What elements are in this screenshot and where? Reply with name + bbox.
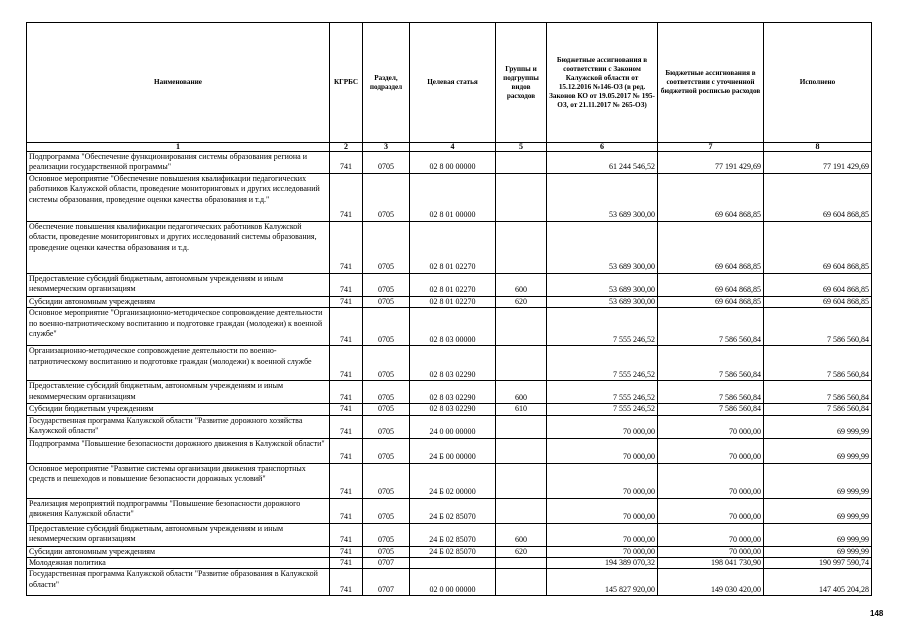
row-refined-amount: 70 000,00 — [658, 438, 764, 463]
row-executed-amount: 147 405 204,28 — [764, 569, 872, 596]
table-row — [27, 221, 872, 273]
row-name: Субсидии автономным учреждениям — [27, 546, 330, 557]
row-target-article: 24 0 00 00000 — [410, 415, 496, 438]
row-expense-group: 600 — [496, 273, 547, 296]
row-expense-group: 610 — [496, 404, 547, 415]
row-expense-group — [496, 308, 547, 346]
column-number: 3 — [363, 143, 410, 152]
row-name: Основное мероприятие "Организационно-методическое сопровождение деятельности по военно-патриотическому воспитанию и подготовке граждан (молодежи) к военной службе" — [27, 308, 330, 346]
row-refined-amount: 149 030 420,00 — [658, 569, 764, 596]
row-refined-amount: 69 604 868,85 — [658, 296, 764, 307]
row-law-amount: 7 555 246,52 — [547, 404, 658, 415]
table-row — [27, 498, 872, 523]
row-expense-group — [496, 569, 547, 596]
column-number: 1 — [27, 143, 330, 152]
row-name: Государственная программа Калужской области "Развитие образования в Калужской области" — [27, 569, 330, 596]
row-name: Субсидии автономным учреждениям — [27, 296, 330, 307]
budget-table — [26, 22, 872, 596]
row-executed-amount: 7 586 560,84 — [764, 346, 872, 381]
row-target-article: 02 8 01 00000 — [410, 173, 496, 221]
row-law-amount: 70 000,00 — [547, 523, 658, 546]
row-executed-amount: 69 604 868,85 — [764, 296, 872, 307]
row-law-amount: 70 000,00 — [547, 463, 658, 498]
row-executed-amount: 69 604 868,85 — [764, 221, 872, 273]
row-expense-group — [496, 173, 547, 221]
header-executed: Исполнено — [764, 23, 872, 143]
row-name: Основное мероприятие "Обеспечение повышения квалификации педагогических работников Калужской области, проведение мониторинговых и других исследований системы образования, проведение оценки качества образования и т.д." — [27, 173, 330, 221]
row-kgrbs: 741 — [330, 173, 363, 221]
row-expense-group — [496, 346, 547, 381]
row-kgrbs: 741 — [330, 404, 363, 415]
row-section: 0705 — [363, 404, 410, 415]
row-executed-amount: 69 999,99 — [764, 463, 872, 498]
row-law-amount: 7 555 246,52 — [547, 308, 658, 346]
row-kgrbs: 741 — [330, 273, 363, 296]
table-row — [27, 296, 872, 307]
table-body — [27, 152, 872, 596]
row-expense-group — [496, 558, 547, 569]
table-row — [27, 152, 872, 174]
row-executed-amount: 77 191 429,69 — [764, 152, 872, 174]
row-section: 0705 — [363, 346, 410, 381]
row-law-amount: 70 000,00 — [547, 415, 658, 438]
row-refined-amount: 198 041 730,90 — [658, 558, 764, 569]
table-row — [27, 173, 872, 221]
row-executed-amount: 69 999,99 — [764, 523, 872, 546]
row-name: Государственная программа Калужской области "Развитие дорожного хозяйства Калужской области" — [27, 415, 330, 438]
row-executed-amount: 69 999,99 — [764, 415, 872, 438]
row-refined-amount: 70 000,00 — [658, 415, 764, 438]
row-section: 0707 — [363, 569, 410, 596]
page-number: 148 — [870, 609, 884, 618]
row-name: Предоставление субсидий бюджетным, автономным учреждениям и иным некоммерческим организациям — [27, 523, 330, 546]
row-kgrbs: 741 — [330, 498, 363, 523]
row-section: 0705 — [363, 546, 410, 557]
row-name: Предоставление субсидий бюджетным, автономным учреждениям и иным некоммерческим организациям — [27, 273, 330, 296]
row-executed-amount: 69 604 868,85 — [764, 273, 872, 296]
row-law-amount: 53 689 300,00 — [547, 173, 658, 221]
row-section: 0705 — [363, 173, 410, 221]
row-section: 0705 — [363, 463, 410, 498]
table-row — [27, 346, 872, 381]
row-law-amount: 70 000,00 — [547, 498, 658, 523]
row-target-article: 02 8 03 00000 — [410, 308, 496, 346]
row-expense-group: 600 — [496, 381, 547, 404]
row-refined-amount: 69 604 868,85 — [658, 273, 764, 296]
column-number: 6 — [547, 143, 658, 152]
row-expense-group — [496, 152, 547, 174]
row-kgrbs: 741 — [330, 463, 363, 498]
row-target-article — [410, 558, 496, 569]
row-law-amount: 194 389 070,32 — [547, 558, 658, 569]
column-number: 5 — [496, 143, 547, 152]
row-section: 0705 — [363, 273, 410, 296]
row-kgrbs: 741 — [330, 523, 363, 546]
row-executed-amount: 7 586 560,84 — [764, 308, 872, 346]
row-section: 0705 — [363, 523, 410, 546]
row-executed-amount: 7 586 560,84 — [764, 381, 872, 404]
header-refined-allocations: Бюджетные ассигнования в соответствии с уточненной бюджетной росписью расходов — [658, 23, 764, 143]
row-refined-amount: 69 604 868,85 — [658, 173, 764, 221]
row-name: Основное мероприятие "Развитие системы организации движения транспортных средств и пешеходов и повышение безопасности дорожных условий" — [27, 463, 330, 498]
row-expense-group: 620 — [496, 296, 547, 307]
header-row — [27, 23, 872, 143]
row-law-amount: 7 555 246,52 — [547, 346, 658, 381]
row-kgrbs: 741 — [330, 296, 363, 307]
table-row — [27, 546, 872, 557]
column-number: 4 — [410, 143, 496, 152]
row-executed-amount: 190 997 590,74 — [764, 558, 872, 569]
row-law-amount: 53 689 300,00 — [547, 296, 658, 307]
row-executed-amount: 7 586 560,84 — [764, 404, 872, 415]
row-name: Предоставление субсидий бюджетным, автономным учреждениям и иным некоммерческим организациям — [27, 381, 330, 404]
column-number-row — [27, 143, 872, 152]
row-refined-amount: 77 191 429,69 — [658, 152, 764, 174]
row-refined-amount: 70 000,00 — [658, 523, 764, 546]
row-target-article: 02 8 01 02270 — [410, 221, 496, 273]
row-section: 0705 — [363, 415, 410, 438]
header-name: Наименование — [27, 23, 330, 143]
row-refined-amount: 7 586 560,84 — [658, 346, 764, 381]
row-target-article: 02 8 03 02290 — [410, 404, 496, 415]
row-target-article: 24 Б 02 85070 — [410, 523, 496, 546]
table-row — [27, 569, 872, 596]
row-kgrbs: 741 — [330, 546, 363, 557]
table-row — [27, 415, 872, 438]
row-target-article: 02 8 01 02270 — [410, 296, 496, 307]
row-kgrbs: 741 — [330, 569, 363, 596]
header-kgrbs: КГРБС — [330, 23, 363, 143]
row-kgrbs: 741 — [330, 152, 363, 174]
row-law-amount: 61 244 546,52 — [547, 152, 658, 174]
row-expense-group — [496, 498, 547, 523]
row-section: 0707 — [363, 558, 410, 569]
row-target-article: 24 Б 02 85070 — [410, 546, 496, 557]
row-target-article: 24 Б 02 00000 — [410, 463, 496, 498]
table-row — [27, 273, 872, 296]
header-law-allocations: Бюджетные ассигнования в соответствии с Законом Калужской области от 15.12.2016 №146-ОЗ (в ред. Законов КО от 19.05.2017 № 195-ОЗ, от 21.11.2017 № 265-ОЗ) — [547, 23, 658, 143]
row-expense-group — [496, 463, 547, 498]
row-section: 0705 — [363, 381, 410, 404]
row-expense-group — [496, 438, 547, 463]
row-expense-group: 600 — [496, 523, 547, 546]
row-name: Организационно-методическое сопровождение деятельности по военно-патриотическому воспитанию и подготовке граждан (молодежи) к военной службе — [27, 346, 330, 381]
row-section: 0705 — [363, 308, 410, 346]
row-refined-amount: 7 586 560,84 — [658, 404, 764, 415]
row-kgrbs: 741 — [330, 346, 363, 381]
row-section: 0705 — [363, 498, 410, 523]
table-row — [27, 438, 872, 463]
row-law-amount: 70 000,00 — [547, 438, 658, 463]
row-kgrbs: 741 — [330, 308, 363, 346]
row-kgrbs: 741 — [330, 415, 363, 438]
row-refined-amount: 69 604 868,85 — [658, 221, 764, 273]
column-number: 8 — [764, 143, 872, 152]
row-name: Молодежная политика — [27, 558, 330, 569]
table-row — [27, 558, 872, 569]
row-name: Подпрограмма "Обеспечение функционирования системы образования региона и реализации государственной программы" — [27, 152, 330, 174]
row-refined-amount: 7 586 560,84 — [658, 381, 764, 404]
row-refined-amount: 70 000,00 — [658, 498, 764, 523]
budget-table-page — [26, 22, 871, 596]
row-refined-amount: 7 586 560,84 — [658, 308, 764, 346]
row-target-article: 24 Б 00 00000 — [410, 438, 496, 463]
header-expense-group: Группы и подгруппы видов расходов — [496, 23, 547, 143]
row-target-article: 02 8 03 02290 — [410, 381, 496, 404]
row-section: 0705 — [363, 152, 410, 174]
row-target-article: 24 Б 02 85070 — [410, 498, 496, 523]
row-executed-amount: 69 604 868,85 — [764, 173, 872, 221]
row-section: 0705 — [363, 438, 410, 463]
row-law-amount: 70 000,00 — [547, 546, 658, 557]
row-executed-amount: 69 999,99 — [764, 438, 872, 463]
row-name: Реализация мероприятий подпрограммы "Повышение безопасности дорожного движения Калужской области" — [27, 498, 330, 523]
row-section: 0705 — [363, 296, 410, 307]
row-expense-group: 620 — [496, 546, 547, 557]
row-expense-group — [496, 415, 547, 438]
row-kgrbs: 741 — [330, 438, 363, 463]
row-target-article: 02 8 03 02290 — [410, 346, 496, 381]
table-row — [27, 404, 872, 415]
row-law-amount: 145 827 920,00 — [547, 569, 658, 596]
table-row — [27, 308, 872, 346]
row-law-amount: 7 555 246,52 — [547, 381, 658, 404]
table-row — [27, 463, 872, 498]
header-section: Раздел, подраздел — [363, 23, 410, 143]
row-section: 0705 — [363, 221, 410, 273]
row-kgrbs: 741 — [330, 558, 363, 569]
row-target-article: 02 0 00 00000 — [410, 569, 496, 596]
row-kgrbs: 741 — [330, 381, 363, 404]
row-target-article: 02 8 00 00000 — [410, 152, 496, 174]
column-number: 2 — [330, 143, 363, 152]
row-expense-group — [496, 221, 547, 273]
row-executed-amount: 69 999,99 — [764, 498, 872, 523]
row-executed-amount: 69 999,99 — [764, 546, 872, 557]
table-row — [27, 381, 872, 404]
row-law-amount: 53 689 300,00 — [547, 273, 658, 296]
row-refined-amount: 70 000,00 — [658, 546, 764, 557]
table-row — [27, 523, 872, 546]
row-refined-amount: 70 000,00 — [658, 463, 764, 498]
column-number: 7 — [658, 143, 764, 152]
row-kgrbs: 741 — [330, 221, 363, 273]
row-name: Обеспечение повышения квалификации педагогических работников Калужской области, проведение мониторинговых и других исследований системы образования, проведение оценки качества образования и т.д. — [27, 221, 330, 273]
header-target-article: Целевая статья — [410, 23, 496, 143]
row-name: Подпрограмма "Повышение безопасности дорожного движения в Калужской области" — [27, 438, 330, 463]
row-name: Субсидии бюджетным учреждениям — [27, 404, 330, 415]
row-law-amount: 53 689 300,00 — [547, 221, 658, 273]
row-target-article: 02 8 01 02270 — [410, 273, 496, 296]
